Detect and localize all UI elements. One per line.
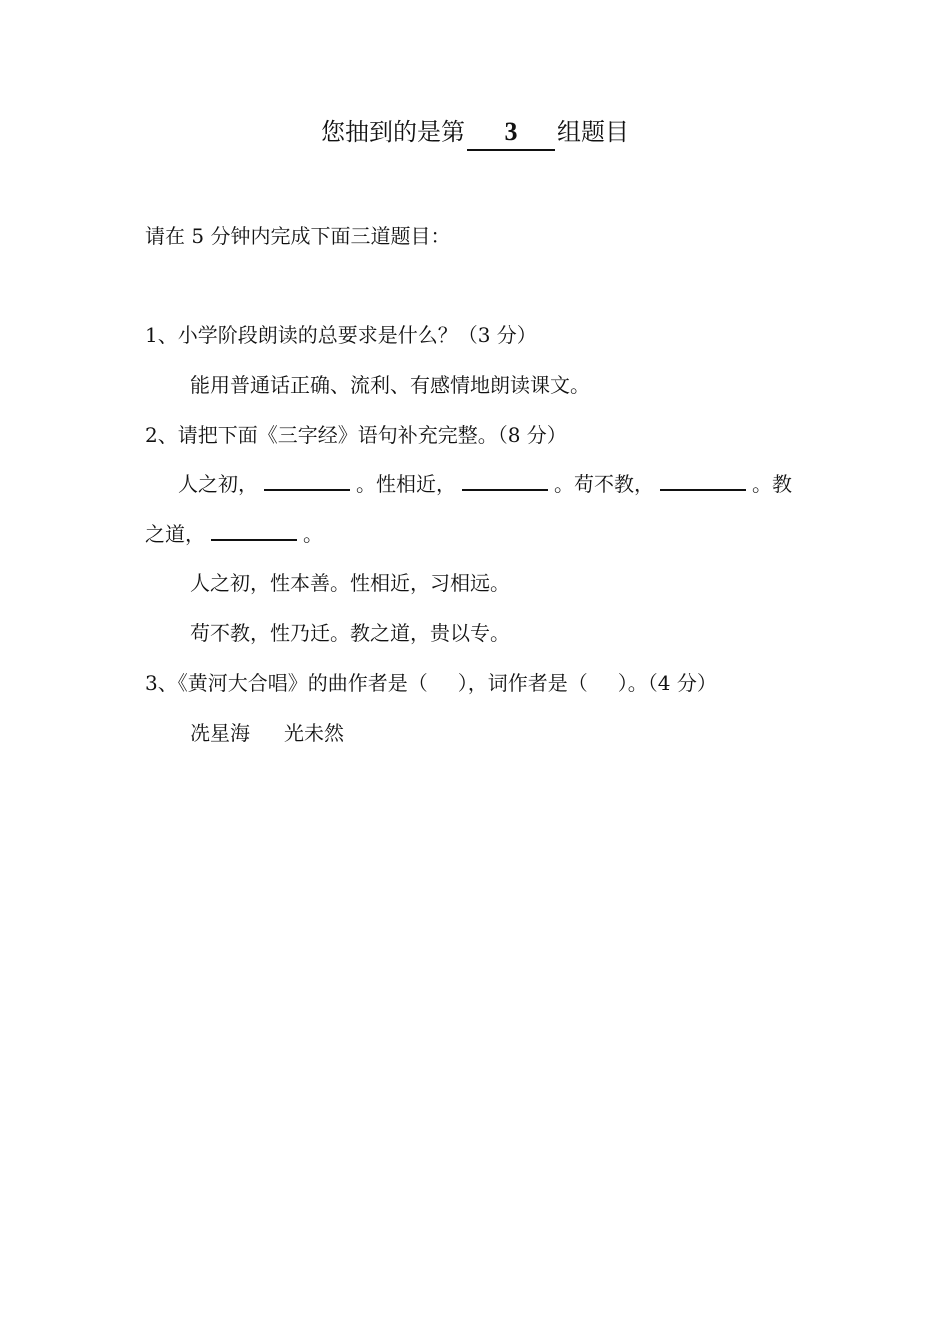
- question-2-prompt: 2、请把下面《三字经》语句补充完整。（8 分）: [145, 423, 567, 447]
- lyricist-answer: 光未然: [284, 721, 344, 745]
- prompt-text: 3、《黄河大合唱》的曲作者是（: [145, 671, 428, 695]
- prompt-text: ），词作者是（: [457, 671, 588, 695]
- fill-text: 。苟不教，: [554, 472, 654, 496]
- fill-text: 。性相近，: [356, 472, 456, 496]
- group-number: 3: [467, 115, 555, 151]
- question-3-prompt: [145, 668, 717, 698]
- composer-answer: 冼星海: [190, 721, 250, 745]
- question-1-prompt: 1、小学阶段朗读的总要求是什么？（3 分）: [145, 323, 537, 347]
- title-prefix: 您抽到的是第: [321, 118, 465, 146]
- fill-blank: [211, 521, 297, 541]
- fill-text: 。: [303, 522, 323, 546]
- fill-blank: [660, 471, 746, 491]
- question-1-answer: 能用普通话正确、流利、有感情地朗读课文。: [190, 373, 590, 397]
- fill-text: 。教: [752, 472, 792, 496]
- instruction-text: 请在 5 分钟内完成下面三道题目：: [145, 224, 451, 248]
- page-title: [0, 112, 950, 152]
- fill-text: 人之初，: [178, 472, 258, 496]
- title-suffix: 组题目: [557, 118, 629, 146]
- question-2-answer-1: 人之初，性本善。性相近，习相远。: [190, 571, 510, 595]
- fill-blank: [264, 471, 350, 491]
- fill-blank: [462, 471, 548, 491]
- prompt-text: ）。（4 分）: [617, 671, 717, 695]
- fill-text: 之道，: [145, 522, 205, 546]
- question-2-fill-line-2: [145, 519, 323, 549]
- question-3-answer: [190, 718, 344, 748]
- question-2-fill-line-1: [178, 469, 792, 499]
- question-2-answer-2: 苟不教，性乃迁。教之道，贵以专。: [190, 621, 510, 645]
